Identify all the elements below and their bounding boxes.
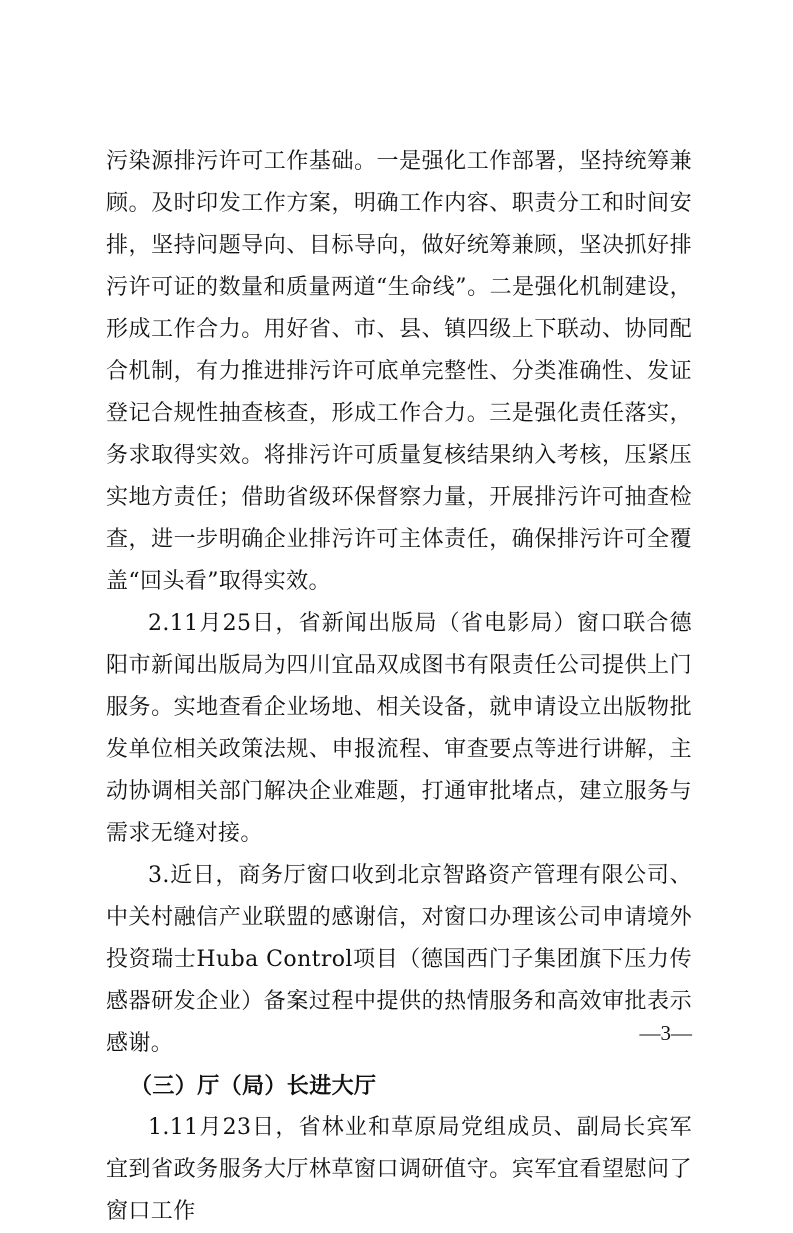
paragraph-item-3: 3.近日，商务厅窗口收到北京智路资产管理有限公司、中关村融信产业联盟的感谢信，对窗口办理该公司申请境外投资瑞士Huba Control项目（德国西门子集团旗下压力传感器研发企业）备案过程中提供的热情服务和高效审批表示感谢。 — [106, 863, 692, 1056]
page-number: —3— — [639, 1021, 692, 1045]
paragraph-section-item-1: 1.11月23日，省林业和草原局党组成员、副局长宾军宜到省政务服务大厅林草窗口调研值守。宾军宜看望慰问了窗口工作 — [106, 1115, 692, 1224]
paragraph-continuation: 污染源排污许可工作基础。一是强化工作部署，坚持统筹兼顾。及时印发工作方案，明确工作内容、职责分工和时间安排，坚持问题导向、目标导向，做好统筹兼顾，坚决抓好排污许可证的数量和质量两道“生命线”。二是强化机制建设，形成工作合力。用好省、市、县、镇四级上下联动、协同配合机制，有力推进排污许可底单完整性、分类准确性、发证登记合规性抽查核查，形成工作合力。三是强化责任落实，务求取得实效。将排污许可质量复核结果纳入考核，压紧压实地方责任；借助省级环保督察力量，开展排污许可抽查检查，进一步明确企业排污许可主体责任，确保排污许可全覆盖“回头看”取得实效。 — [106, 149, 692, 594]
section-heading: （三）厅（局）长进大厅 — [130, 1073, 377, 1099]
document-body — [106, 141, 692, 1233]
paragraph-item-2: 2.11月25日，省新闻出版局（省电影局）窗口联合德阳市新闻出版局为四川宜品双成图书有限责任公司提供上门服务。实地查看企业场地、相关设备，就申请设立出版物批发单位相关政策法规、申报流程、审查要点等进行讲解，主动协调相关部门解决企业难题，打通审批堵点，建立服务与需求无缝对接。 — [106, 611, 692, 846]
